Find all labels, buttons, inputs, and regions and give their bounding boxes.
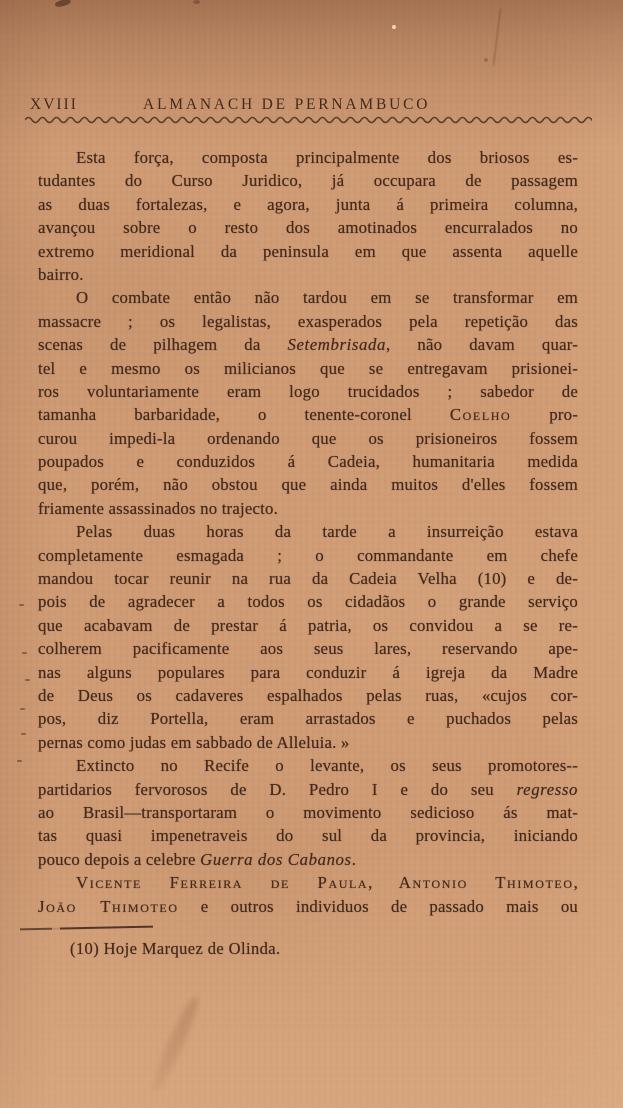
margin-mark xyxy=(25,679,30,681)
paper-speck xyxy=(193,0,200,4)
text-line: as duas fortalezas, e agora, junta á primeira columna, xyxy=(38,194,578,214)
footnote: (10) Hoje Marquez de Olinda. xyxy=(70,939,281,958)
text-line: nas alguns populares para conduzir á igreja da Madre xyxy=(38,662,578,682)
text-line: Vicente Ferreira de Paula, Antonio Thimoteo, xyxy=(76,873,578,893)
text-line: João Thimoteo e outros individuos de passado mais ou xyxy=(38,896,579,916)
text-line: pois de agradecer a todos os cidadãos o grande serviço xyxy=(38,592,578,612)
paragraph xyxy=(38,286,578,520)
text-line: mandou tocar reunir na rua da Cadeia Velha (10) e de- xyxy=(38,569,578,589)
paper-speck xyxy=(484,58,488,62)
text-line: scenas de pilhagem da Setembrisada, não davam quar- xyxy=(38,335,578,355)
text-line: pernas como judas em sabbado de Alleluia. » xyxy=(38,732,350,752)
text-line: completamente esmagada ; o commandante em chefe xyxy=(38,545,578,565)
text-line: que acabavam de prestar á patria, os convidou a se re- xyxy=(38,615,578,635)
footnote-rule xyxy=(20,926,153,931)
text-line: O combate então não tardou em se transformar em xyxy=(76,288,578,308)
margin-mark xyxy=(20,708,25,710)
text-line: Extincto no Recife o levante, os seus promotores-- xyxy=(76,756,578,776)
margin-mark xyxy=(21,733,26,735)
wavy-rule-path xyxy=(25,118,592,123)
paper-scratch xyxy=(492,8,501,66)
text-line: curou impedi-la ordenando que os prisioneiros fossem xyxy=(38,428,578,448)
text-line: Esta força, composta principalmente dos briosos es- xyxy=(76,148,578,167)
text-line: que, porém, não obstou que ainda muitos d'elles fossem xyxy=(38,475,578,495)
text-line: tas quasi impenetraveis do sul da provincia, iniciando xyxy=(38,826,578,846)
margin-mark xyxy=(17,760,22,762)
text-line: tamanha barbaridade, o tenente-coronel Coelho pro- xyxy=(38,405,579,425)
page-number: XVIII xyxy=(30,96,78,113)
text-line: de Deus os cadaveres espalhados pelas ruas, «cujos cor- xyxy=(38,685,578,705)
paper-fleck xyxy=(392,25,396,29)
margin-mark xyxy=(19,604,24,606)
paragraph xyxy=(38,146,578,286)
text-line: tudantes do Curso Juridico, já occupara de passagem xyxy=(38,171,578,191)
text-line: pos, diz Portella, eram arrastados e puchados pelas xyxy=(38,709,578,729)
paragraph xyxy=(38,871,578,918)
paragraph xyxy=(38,520,578,754)
page-text xyxy=(38,146,578,918)
running-title: ALMANACH DE PERNAMBUCO xyxy=(143,96,431,113)
text-line: partidarios fervorosos de D. Pedro I e do seu regresso xyxy=(38,779,578,799)
text-line: poupados e conduzidos á Cadeia, humanitaria medida xyxy=(38,452,578,472)
text-line: extremo meridional da peninsula em que assenta aquelle xyxy=(38,241,578,261)
text-line: tel e mesmo os milicianos que se entregavam prisionei- xyxy=(38,358,578,378)
paragraph xyxy=(38,754,578,871)
text-line: ros voluntariamente eram logo trucidados ; sabedor de xyxy=(38,381,578,401)
text-line: bairro. xyxy=(38,264,84,284)
paper-speck xyxy=(54,0,71,8)
text-line: avançou sobre o resto dos amotinados encurralados no xyxy=(38,218,578,238)
text-line: colherem pacificamente aos seus lares, reservando ape- xyxy=(38,639,578,659)
margin-mark xyxy=(22,652,27,654)
paper-smudge xyxy=(147,993,203,1094)
wavy-rule-divider xyxy=(25,115,592,125)
page-header xyxy=(25,96,592,116)
text-line: pouco depois a celebre Guerra dos Cabanos. xyxy=(38,849,357,869)
text-line: friamente assassinados no trajecto. xyxy=(38,498,278,518)
text-line: ao Brasil—transportaram o movimento sedicioso ás mat- xyxy=(38,802,578,822)
text-line: Pelas duas horas da tarde a insurreição estava xyxy=(76,522,578,542)
text-line: massacre ; os legalistas, exasperados pela repetição das xyxy=(38,311,578,331)
